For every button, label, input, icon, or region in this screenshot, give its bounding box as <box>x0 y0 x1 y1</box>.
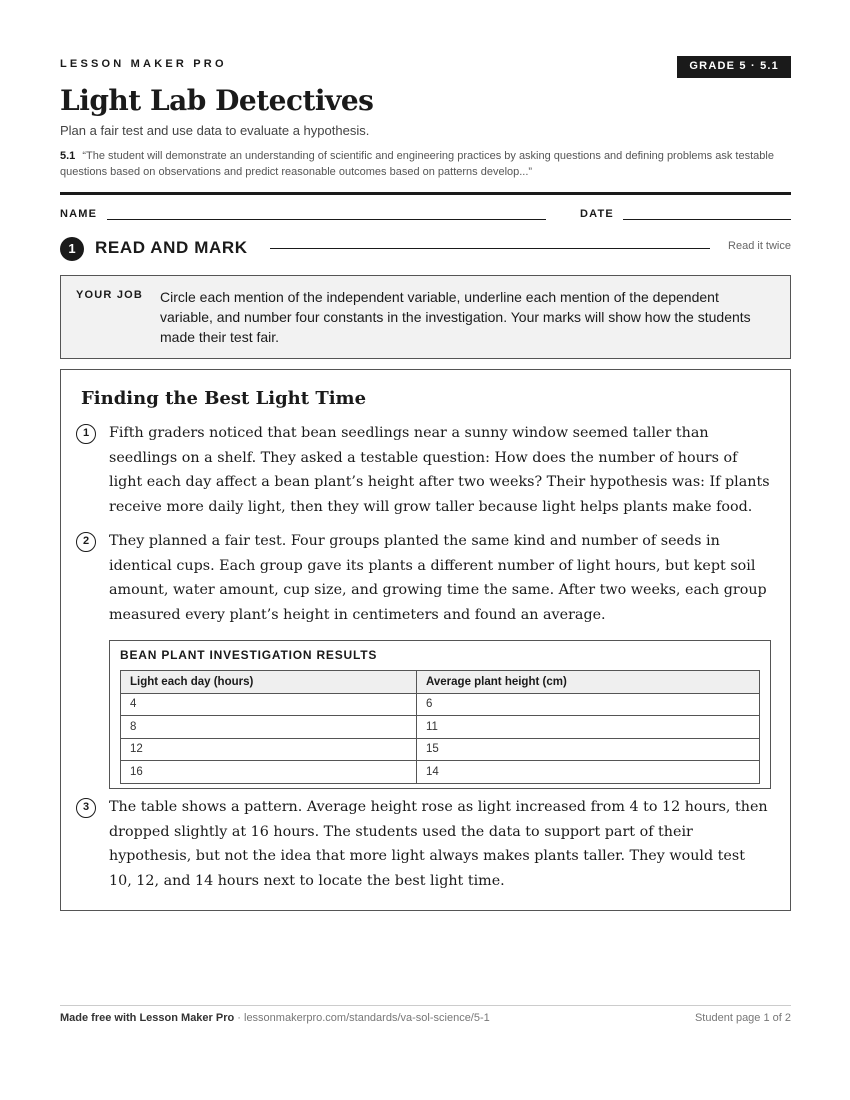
table-cell: 14 <box>417 761 760 784</box>
table-cell: 6 <box>417 693 760 716</box>
footer-credit <box>60 1012 490 1024</box>
table-cell: 12 <box>121 738 417 761</box>
page-title: Light Lab Detectives <box>60 84 374 117</box>
section-divider <box>270 248 710 249</box>
paragraph-text: The table shows a pattern. Average height rose as light increased from 4 to 12 hours, then dropped slightly at 16 hours. The students used the data to support part of their hypothesis, but not the idea that more light always makes plants taller. They would test 10, 12, and 14 hours next to locate the best light time. <box>109 799 768 890</box>
table-cell: 15 <box>417 738 760 761</box>
table-cell: 8 <box>121 716 417 739</box>
your-job-text: Circle each mention of the independent variable, underline each mention of the dependent variable, and number four constants in the investigation. Your marks will show how the students made their test fair. <box>160 289 751 345</box>
table-header-row <box>121 671 760 694</box>
table-row <box>121 716 760 739</box>
results-table-box <box>109 640 771 789</box>
table-caption: BEAN PLANT INVESTIGATION RESULTS <box>120 648 378 662</box>
standard-statement <box>60 148 791 180</box>
date-field[interactable] <box>623 219 791 220</box>
paragraph-text: They planned a fair test. Four groups planted the same kind and number of seeds in identical cups. Each group gave its plants a different number of light hours, but kept soil amount, water amount, cup size, and growing time the same. After two weeks, each group measured every plant’s height in centimeters and found an average. <box>109 533 767 624</box>
header-top <box>60 56 791 78</box>
table-cell: 4 <box>121 693 417 716</box>
paragraph-text: Fifth graders noticed that bean seedlings near a sunny window seemed taller than seedlings on a shelf. They asked a testable question: How does the number of hours of light each day affect a bean plant’s height after two weeks? Their hypothesis was: If plants receive more daily light, then they will grow taller because light helps plants make food. <box>109 425 770 516</box>
table-cell: 16 <box>121 761 417 784</box>
reading-passage <box>60 369 791 911</box>
table-row <box>121 738 760 761</box>
brand-name: LESSON MAKER PRO <box>60 58 227 70</box>
name-field[interactable] <box>107 219 546 220</box>
standard-text: “The student will demonstrate an understanding of scientific and engineering practices by asking questions and defining problems ask testable questions based on observations and predict reasonable outcomes based on patterns develop...” <box>60 150 774 178</box>
table-cell: 11 <box>417 716 760 739</box>
page-indicator: Student page 1 of 2 <box>694 1012 791 1024</box>
paragraph-number: 2 <box>76 532 96 552</box>
section-number-badge: 1 <box>60 237 84 261</box>
table-row <box>121 693 760 716</box>
name-date-row <box>60 208 791 222</box>
header-divider <box>60 192 791 195</box>
standard-code: 5.1 <box>60 150 76 162</box>
column-header: Light each day (hours) <box>121 671 417 694</box>
your-job-box <box>60 275 791 359</box>
section-heading <box>60 237 791 261</box>
name-label: NAME <box>60 208 98 220</box>
footer-brand: Made free with Lesson Maker Pro <box>60 1012 235 1024</box>
your-job-label: YOUR JOB <box>76 289 144 301</box>
paragraph-number: 3 <box>76 798 96 818</box>
date-label: DATE <box>580 208 614 220</box>
table-row <box>121 761 760 784</box>
paragraph-number: 1 <box>76 424 96 444</box>
footer-url: · lessonmakerpro.com/standards/va-sol-science/5-1 <box>234 1012 490 1024</box>
grade-badge: GRADE 5 · 5.1 <box>677 56 791 78</box>
footer-divider <box>60 1005 791 1006</box>
page-subtitle: Plan a fair test and use data to evaluate a hypothesis. <box>60 123 370 138</box>
section-note: Read it twice <box>728 240 791 252</box>
results-table <box>120 670 760 784</box>
passage-title: Finding the Best Light Time <box>81 388 367 409</box>
column-header: Average plant height (cm) <box>417 671 760 694</box>
section-title: READ AND MARK <box>95 238 248 257</box>
